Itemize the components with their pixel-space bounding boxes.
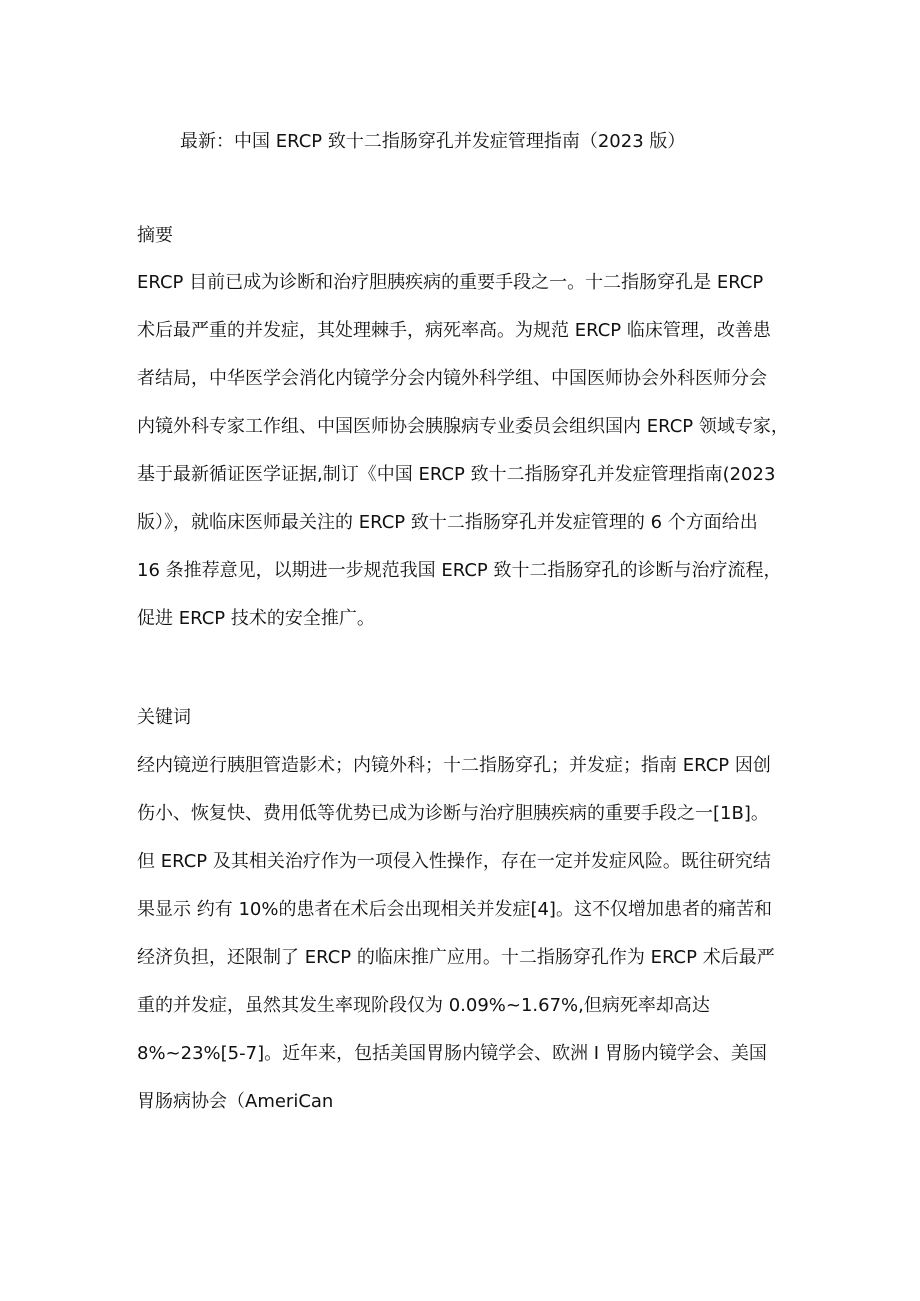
keywords-line: 伤小、恢复快、费用低等优势已成为诊断与治疗胆胰疾病的重要手段之一[1B]。 bbox=[137, 803, 769, 824]
abstract-line: 内镜外科专家工作组、中国医师协会胰腺病专业委员会组织国内 ERCP 领域专家， bbox=[137, 416, 789, 437]
keywords-line: 8%~23%[5-7]。近年来，包括美国胃肠内镜学会、欧洲 I 胃肠内镜学会、美国 bbox=[137, 1043, 767, 1064]
abstract-body bbox=[137, 259, 797, 643]
abstract-line: 16 条推荐意见，以期进一步规范我国 ERCP 致十二指肠穿孔的诊断与治疗流程， bbox=[137, 560, 782, 581]
abstract-line: 基于最新循证医学证据,制订《中国 ERCP 致十二指肠穿孔并发症管理指南(2023 bbox=[137, 464, 776, 485]
document-title: 最新：中国 ERCP 致十二指肠穿孔并发症管理指南（2023 版） bbox=[180, 131, 686, 152]
abstract-line: 者结局，中华医学会消化内镜学分会内镜外科学组、中国医师协会外科医师分会 bbox=[137, 368, 767, 389]
abstract-line: ERCP 目前已成为诊断和治疗胆胰疾病的重要手段之一。十二指肠穿孔是 ERCP bbox=[137, 272, 764, 293]
keywords-body bbox=[137, 742, 797, 1126]
keywords-heading: 关键词 bbox=[137, 707, 191, 728]
keywords-line: 重的并发症，虽然其发生率现阶段仅为 0.09%~1.67%,但病死率却高达 bbox=[137, 995, 710, 1016]
keywords-line: 果显示 约有 10%的患者在术后会出现相关并发症[4]。这不仅增加患者的痛苦和 bbox=[137, 899, 772, 920]
abstract-line: 促进 ERCP 技术的安全推广。 bbox=[137, 608, 375, 629]
keywords-line: 但 ERCP 及其相关治疗作为一项侵入性操作，存在一定并发症风险。既往研究结 bbox=[137, 851, 771, 872]
abstract-line: 术后最严重的并发症，其处理棘手，病死率高。为规范 ERCP 临床管理，改善患 bbox=[137, 320, 771, 341]
abstract-heading: 摘要 bbox=[137, 225, 173, 246]
abstract-line: 版）》，就临床医师最关注的 ERCP 致十二指肠穿孔并发症管理的 6 个方面给出 bbox=[137, 512, 758, 533]
keywords-line: 胃肠病协会（AmeriCan bbox=[137, 1091, 334, 1112]
keywords-line: 经济负担，还限制了 ERCP 的临床推广应用。十二指肠穿孔作为 ERCP 术后最严 bbox=[137, 947, 775, 968]
keywords-line: 经内镜逆行胰胆管造影术；内镜外科；十二指肠穿孔；并发症；指南 ERCP 因创 bbox=[137, 755, 771, 776]
